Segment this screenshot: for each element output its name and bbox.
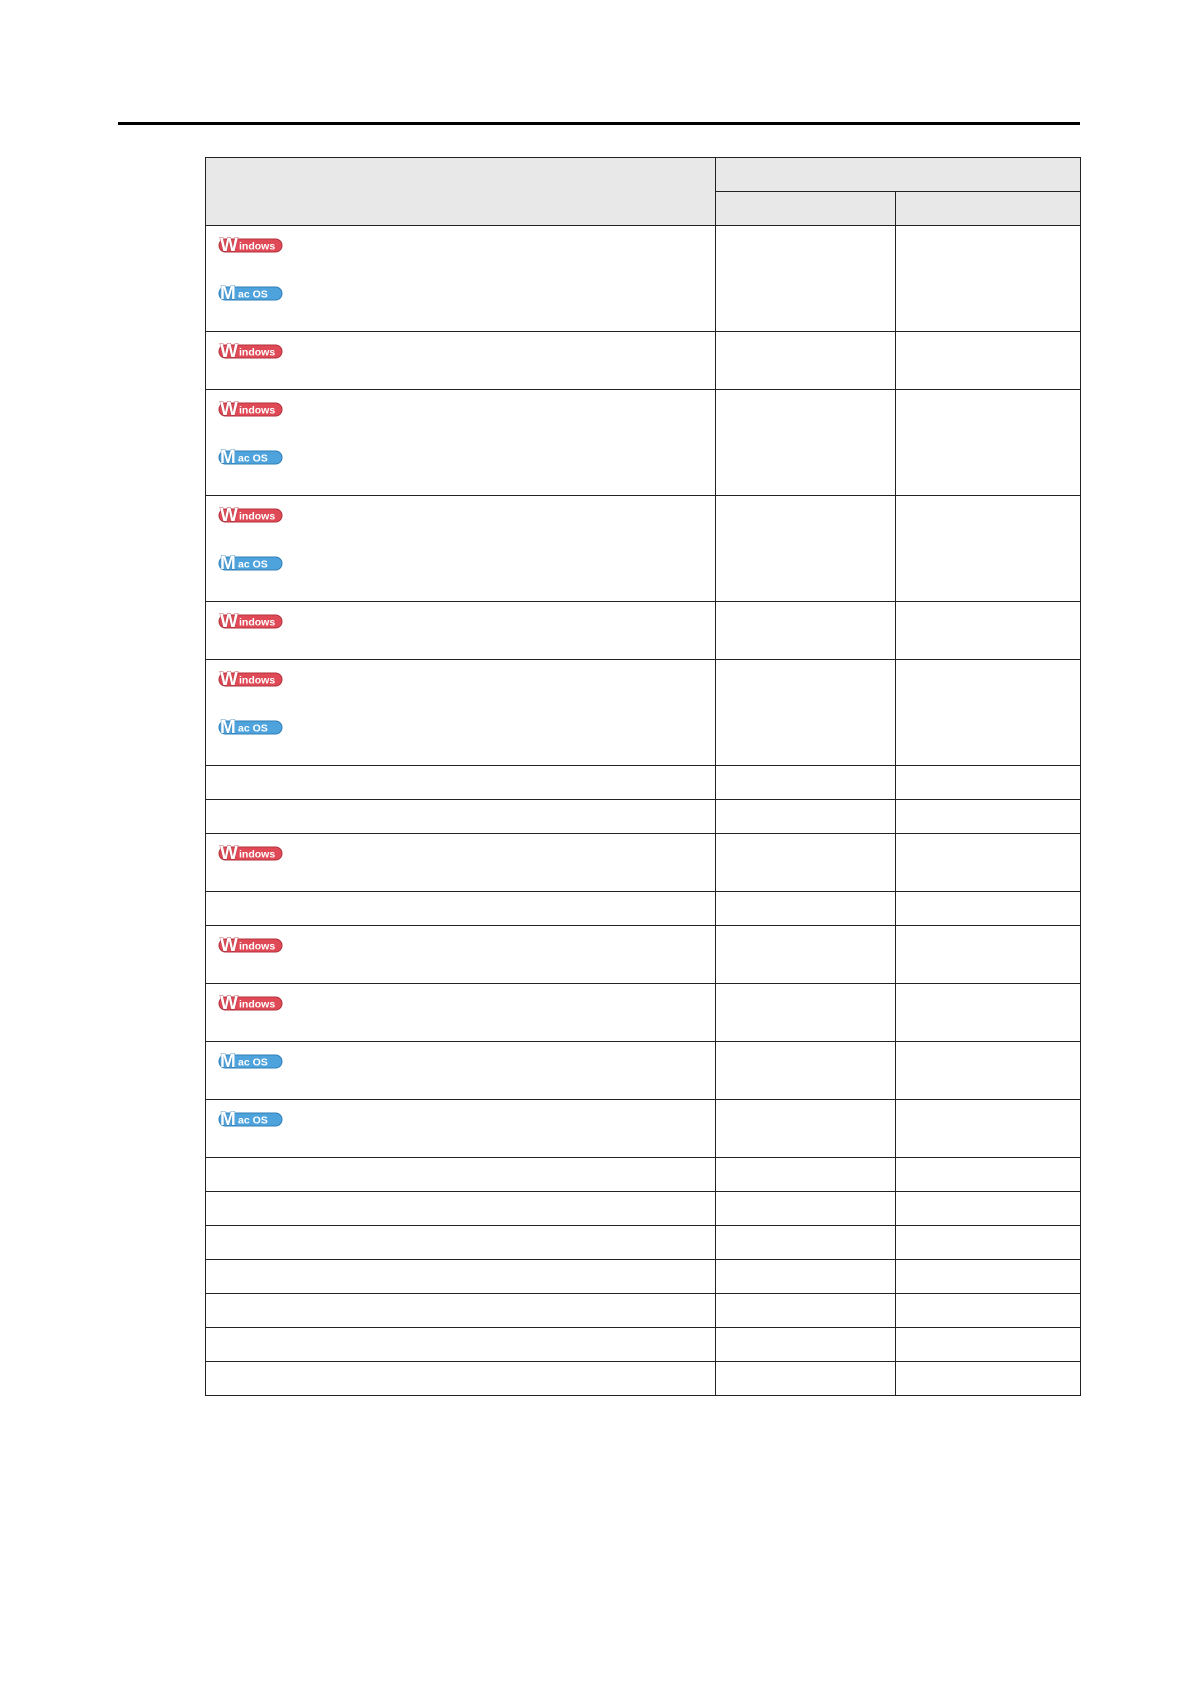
table-row (206, 1260, 1081, 1294)
table-row (206, 926, 1081, 984)
windows-badge-icon (218, 234, 283, 254)
row-value-cell-2 (896, 984, 1081, 1042)
macos-badge-icon (218, 552, 283, 572)
table-row (206, 496, 1081, 602)
row-value-cell-1 (716, 926, 896, 984)
row-value-cell-1 (716, 1294, 896, 1328)
row-value-cell-2 (896, 1362, 1081, 1396)
row-item-cell (206, 1226, 716, 1260)
svg-text:indows: indows (239, 848, 276, 861)
table-row (206, 800, 1081, 834)
row-item-cell (206, 1042, 716, 1100)
table-row (206, 1042, 1081, 1100)
row-item-cell (206, 1294, 716, 1328)
row-item-cell (206, 332, 716, 390)
row-value-cell-2 (896, 1100, 1081, 1158)
row-value-cell-1 (716, 332, 896, 390)
macos-badge-icon (218, 446, 283, 466)
svg-text:W: W (220, 993, 238, 1012)
table-row (206, 226, 1081, 332)
table-row (206, 602, 1081, 660)
svg-text:indows: indows (239, 510, 276, 523)
row-value-cell-1 (716, 766, 896, 800)
row-item-cell (206, 226, 716, 332)
table-row (206, 892, 1081, 926)
row-value-cell-1 (716, 1328, 896, 1362)
row-value-cell-1 (716, 834, 896, 892)
table-row (206, 1328, 1081, 1362)
row-item-cell (206, 602, 716, 660)
windows-badge-icon (218, 668, 283, 688)
svg-text:ac OS: ac OS (238, 1056, 268, 1069)
row-value-cell-1 (716, 984, 896, 1042)
row-value-cell-2 (896, 800, 1081, 834)
table-row (206, 834, 1081, 892)
row-value-cell-2 (896, 390, 1081, 496)
windows-badge-icon (218, 992, 283, 1012)
top-rule (118, 122, 1080, 125)
windows-badge-icon (218, 340, 283, 360)
windows-badge-icon (218, 504, 283, 524)
row-value-cell-1 (716, 800, 896, 834)
row-value-cell-2 (896, 1294, 1081, 1328)
row-item-cell (206, 496, 716, 602)
row-item-cell (206, 390, 716, 496)
row-value-cell-2 (896, 834, 1081, 892)
row-item-cell (206, 1158, 716, 1192)
row-value-cell-1 (716, 892, 896, 926)
row-value-cell-1 (716, 1158, 896, 1192)
header-subcolumn-1 (716, 192, 896, 226)
svg-text:M: M (220, 553, 236, 572)
row-value-cell-1 (716, 1042, 896, 1100)
row-value-cell-1 (716, 1192, 896, 1226)
svg-text:indows: indows (239, 998, 276, 1011)
table-row (206, 332, 1081, 390)
row-item-cell (206, 926, 716, 984)
macos-badge-icon (218, 1108, 283, 1128)
svg-text:W: W (220, 669, 238, 688)
row-value-cell-2 (896, 1042, 1081, 1100)
row-item-cell (206, 1192, 716, 1226)
header-group-column (716, 158, 1081, 192)
macos-badge-icon (218, 282, 283, 302)
row-value-cell-1 (716, 1100, 896, 1158)
row-value-cell-1 (716, 602, 896, 660)
svg-text:M: M (220, 1109, 236, 1128)
row-value-cell-2 (896, 1328, 1081, 1362)
macos-badge-icon (218, 1050, 283, 1070)
row-value-cell-2 (896, 766, 1081, 800)
svg-text:indows: indows (239, 940, 276, 953)
svg-text:indows: indows (239, 404, 276, 417)
row-item-cell (206, 1260, 716, 1294)
row-value-cell-1 (716, 390, 896, 496)
svg-text:ac OS: ac OS (238, 1114, 268, 1127)
table-row (206, 660, 1081, 766)
row-item-cell (206, 984, 716, 1042)
table-row (206, 1100, 1081, 1158)
table-row (206, 1158, 1081, 1192)
table-row (206, 390, 1081, 496)
row-item-cell (206, 660, 716, 766)
svg-text:M: M (220, 447, 236, 466)
windows-badge-icon (218, 610, 283, 630)
row-item-cell (206, 800, 716, 834)
row-value-cell-2 (896, 496, 1081, 602)
row-item-cell (206, 1100, 716, 1158)
row-value-cell-2 (896, 1192, 1081, 1226)
header-item-column (206, 158, 716, 226)
svg-text:indows: indows (239, 674, 276, 687)
row-value-cell-2 (896, 1260, 1081, 1294)
row-value-cell-2 (896, 660, 1081, 766)
row-value-cell-1 (716, 1226, 896, 1260)
row-value-cell-1 (716, 226, 896, 332)
row-item-cell (206, 834, 716, 892)
svg-text:W: W (220, 505, 238, 524)
macos-badge-icon (218, 716, 283, 736)
row-value-cell-2 (896, 1158, 1081, 1192)
svg-text:M: M (220, 283, 236, 302)
row-value-cell-2 (896, 892, 1081, 926)
row-value-cell-1 (716, 1362, 896, 1396)
svg-text:ac OS: ac OS (238, 288, 268, 301)
svg-text:ac OS: ac OS (238, 558, 268, 571)
table-row (206, 766, 1081, 800)
svg-text:ac OS: ac OS (238, 722, 268, 735)
row-value-cell-2 (896, 226, 1081, 332)
svg-text:W: W (220, 235, 238, 254)
row-value-cell-2 (896, 926, 1081, 984)
svg-text:W: W (220, 611, 238, 630)
row-item-cell (206, 766, 716, 800)
table-row (206, 1294, 1081, 1328)
row-value-cell-2 (896, 1226, 1081, 1260)
windows-badge-icon (218, 842, 283, 862)
spec-table (205, 157, 1081, 1396)
row-value-cell-1 (716, 1260, 896, 1294)
svg-text:indows: indows (239, 240, 276, 253)
table-row (206, 1192, 1081, 1226)
svg-text:W: W (220, 935, 238, 954)
svg-text:indows: indows (239, 346, 276, 359)
row-value-cell-1 (716, 660, 896, 766)
table-row (206, 1362, 1081, 1396)
svg-text:W: W (220, 399, 238, 418)
svg-text:W: W (220, 341, 238, 360)
header-subcolumn-2 (896, 192, 1081, 226)
row-item-cell (206, 892, 716, 926)
svg-text:indows: indows (239, 616, 276, 629)
svg-text:M: M (220, 1051, 236, 1070)
svg-text:W: W (220, 843, 238, 862)
row-item-cell (206, 1328, 716, 1362)
table-row (206, 984, 1081, 1042)
svg-text:ac OS: ac OS (238, 452, 268, 465)
row-item-cell (206, 1362, 716, 1396)
svg-text:M: M (220, 717, 236, 736)
windows-badge-icon (218, 398, 283, 418)
windows-badge-icon (218, 934, 283, 954)
row-value-cell-2 (896, 332, 1081, 390)
row-value-cell-1 (716, 496, 896, 602)
table-row (206, 1226, 1081, 1260)
row-value-cell-2 (896, 602, 1081, 660)
